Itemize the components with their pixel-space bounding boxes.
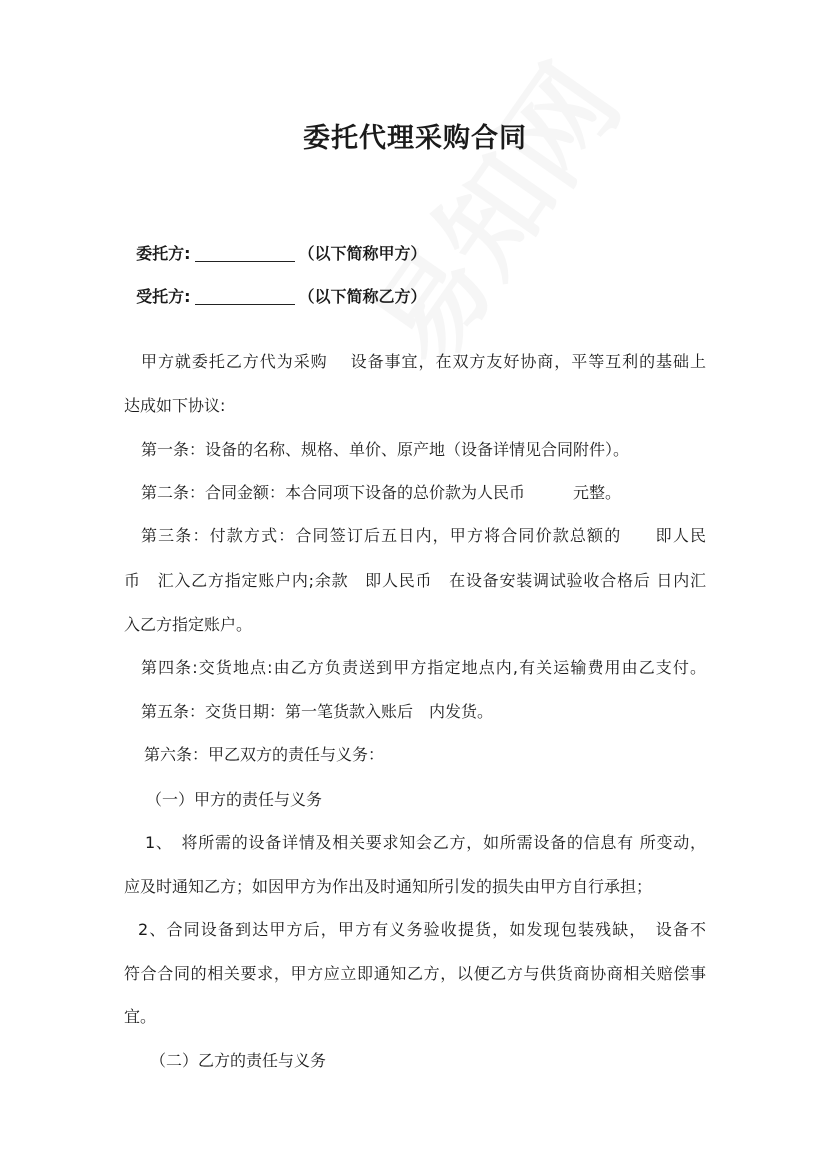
clause-6: 第六条：甲乙双方的责任与义务： (144, 745, 385, 764)
body-line: 甲方就委托乙方代为采购 设备事宜，在双方友好协商，平等互利的基础上 (141, 352, 706, 371)
section-a-item-2-cont: 符合合同的相关要求，甲方应立即通知乙方，以便乙方与供货商协商相关赔偿事 (124, 964, 706, 983)
party-b-blank (195, 288, 295, 305)
section-a-item-1-cont: 应及时通知乙方；如因甲方为作出及时通知所引发的损失由甲方自行承担； (124, 877, 653, 896)
section-b-heading: （二）乙方的责任与义务 (150, 1051, 327, 1070)
clause-4: 第四条:交货地点:由乙方负责送到甲方指定地点内,有关运输费用由乙支付。 (141, 658, 706, 677)
party-b-label: 受托方: (136, 287, 191, 306)
section-a-heading: （一）甲方的责任与义务 (146, 790, 323, 809)
party-b-line (125, 264, 427, 308)
clause-2: 第二条：合同金额：本合同项下设备的总价款为人民币 元整。 (141, 483, 622, 502)
section-a-item-2-cont: 宜。 (124, 1007, 157, 1026)
party-a-note: （以下简称甲方） (298, 244, 427, 263)
section-a-item-1: 1、 将所需的设备详情及相关要求知会乙方，如所需设备的信息有 所变动， (145, 833, 706, 852)
party-b-note: （以下简称乙方） (298, 287, 427, 306)
watermark (330, 30, 649, 391)
clause-1: 第一条：设备的名称、规格、单价、原产地（设备详情见合同附件）。 (141, 440, 630, 459)
party-a-label: 委托方: (136, 244, 191, 263)
party-a-line (125, 221, 427, 265)
body-line: 达成如下协议: (124, 396, 226, 415)
party-a-blank (195, 245, 295, 262)
clause-3-cont: 入乙方指定账户。 (124, 615, 253, 634)
clause-3-cont: 币 汇入乙方指定账户内;余款 即人民币 在设备安装调试验收合格后 日内汇 (124, 571, 706, 590)
document-title: 委托代理采购合同 (303, 123, 527, 154)
section-a-item-2: 2、合同设备到达甲方后，甲方有义务验收提货，如发现包装残缺， 设备不 (138, 920, 706, 939)
clause-3: 第三条：付款方式：合同签订后五日内，甲方将合同价款总额的 即人民 (141, 526, 706, 545)
clause-5: 第五条：交货日期：第一笔货款入账后 内发货。 (141, 702, 494, 721)
